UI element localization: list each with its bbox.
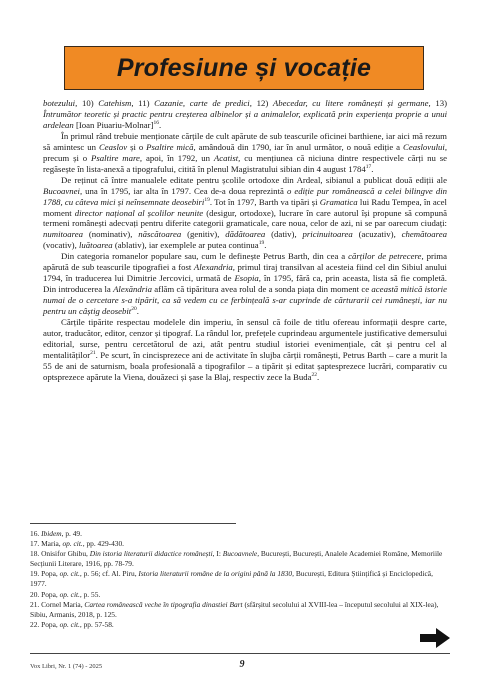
page-number: 9 [239,659,245,670]
footnote-ref: 19 [204,196,210,203]
footnote-ref: 22 [311,371,317,378]
footnote-divider [30,523,236,524]
right-arrow-icon[interactable] [420,628,450,648]
section-title: Profesiune și vocație [116,53,372,82]
footnote: 18. Onisifor Ghibu, Din istoria literaturii didactice românești, I: Bucoavnele, București, București, Analele Academiei Române, Memoriile Secțiunii Literare, 1916, pp. 78-79. [30,549,443,569]
footnote: 16. Ibidem, p. 49. [30,529,82,538]
footnote-ref: 17 [365,163,372,170]
footnote: 21. Cornel Maria, Cartea românească veche în tipografia dinastiei Bart (sfârșitul secolului al XVIII-lea – începutul secolului al XIX-lea), Sibiu, Armanis, 2018, p. 125. [30,599,439,619]
paragraph: În primul rând trebuie menționate cărțile de cult apărute de sub teascurile oficinei barthiene, iar aici mă rezum să amintesc un Ceaslov și o Psaltire mică, amândouă din 1790, iar în anul următor, o nouă ediție a Ceaslovului, precum și o Psaltire mare, apoi, în 1792, un Acatist, cu mențiunea că niciuna dintre respectivele cărți nu se regăsește în lista-anexă a tipografului, citită în plenul Magistratului sibian din 4 august 1784$^{17}$. [43,130,448,174]
footnote-ref: 16 [153,120,159,126]
footer-divider [30,653,450,654]
footnotes [30,529,450,630]
paragraph: botezului, 10) Catehism, 11) Cazanie, carte de predici, 12) Abecedar, cu litere românești și germane, 13) Întrumător teoretic și practic pentru creșterea albinelor și a animalelor, explicată prin experiența proprie a unui ardelean [Ioan Piuariu-Molnar]$^{16}$. [43,98,447,130]
footnote: 17. Maria, op. cit., pp. 429-430. [30,539,125,549]
footnote: 22. Popa, op. cit., pp. 57-58. [30,619,114,629]
journal-info: Vox Libri, Nr. 1 (74) - 2025 [30,663,103,670]
footnote-ref: 20 [131,306,137,313]
footnote: 20. Popa, op. cit., p. 55. [30,589,101,599]
footnote-ref: 21 [90,350,96,357]
article-body [43,98,447,383]
footnote: 19. Popa, op. cit., p. 56; cf. Al. Piru, Istoria literaturii române de la origini până la 1830, București, Editura Științifică și Enciclopedică, 1977. [30,569,433,589]
paragraph: Din categoria romanelor populare sau, cum le definește Petrus Barth, din cea a cărților de petrecere, prima apărută de sub teascurile tipografiei a fost Alexandria, primul tiraj transilvan al acesteia fiind cel din Sibiul anului 1794, în traducerea lui Dimitrie Jercovici, urmată de Esopia, în 1795, fără ca, prin aceasta, lista să fie completă. Din introducerea la Alexăndria aflăm că tipăritura avea rolul de a sonda piața din moment ce această mitică istorie numai de o cercetare s-a tipărit, ca să vedem cu ce ferbințeală s-ar cuprinde de cărturarii cei rumânești, iar nu pentru un câștig deosebit$^{20}$. [43,251,447,317]
paragraph: Cărțile tipărite respectau modelele din imperiu, în sensul că foile de titlu ofereau informații despre carte, autor, traducător, editor, cenzor și tipograf. La rândul lor, prefețele cuprindeau argumentele justificative demersului editorial, surse, pentru cercetătorul de azi, atât pentru studiul istoriei evenimențiale, cât și pentru cel al mentalităților$^{21}$. Pe scurt, în cincisprezece ani de activitate în slujba cărții românești, Petrus Barth – care a murit la 55 de ani de saturnism, boala profesională a tipografilor – a tipărit și editat șaptesprezece lucrări, comparativ cu optsprezece apărute la Viena, douăzeci și șase la Blaj, respectiv zece la Buda$^{22}$. [43,317,447,382]
section-banner [64,46,424,90]
paragraph: De reținut că între manualele editate pentru școlile ortodoxe din Ardeal, sibianul a publicat două ediții ale Bucoavnei, una în 1795, iar alta în 1797. Cea de-a doua reprezintă o ediție pur românească a celei bilingve din 1788, cu câteva mici și neînsemnate deosebiri$^{19}$. Tot în 1797, Barth va tipări și Gramatica lui Radu Tempea, în acel moment director național al școlilor neunite (desigur, ortodoxe), lucrare în care autorul își propune să compună termeni românești adecvați pentru diferite categorii gramaticale, care noua, celor de azi, ni se par oarecum ciudați: numitoarea (nominativ), născătoarea (genitiv), dădătoarea (dativ), pricinuitoarea (acuzativ), chemătoarea (vocativ), luătoarea (ablativ), iar exemplele ar putea continua$^{19}$. [43,174,448,251]
footnote-ref: 19 [258,240,265,247]
